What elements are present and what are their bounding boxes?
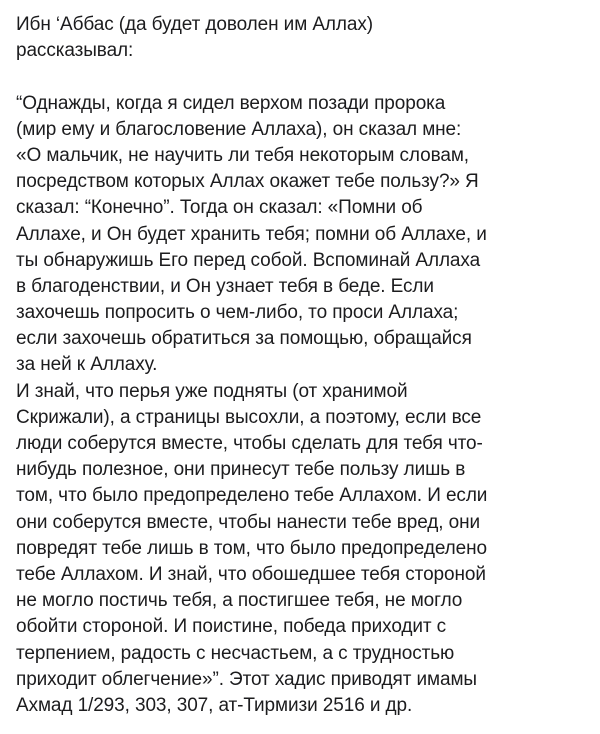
body-line-9: захочешь попросить о чем-либо, то проси Аллаха; [16,302,459,324]
body-line-6: Аллахе, и Он будет хранить тебя; помни об Аллахе, и [16,223,487,245]
body-line-22: терпением, радость с несчастьем, а с трудностью [16,642,455,664]
body-line-23: приходит облегчение»”. Этот хадис приводят имамы [16,668,477,690]
body-line-18: повредят тебе лишь в том, что было предопределено [16,537,487,559]
body-line-19: тебе Аллахом. И знай, что обошедшее тебя стороной [16,563,486,585]
body-line-11: за ней к Аллаху. [16,354,158,376]
body-line-21: обойти стороной. И поистине, победа приходит с [16,616,447,638]
intro-line-1: Ибн ‘Аббас (да будет доволен им Аллах) [16,14,373,35]
body-line-2: (мир ему и благословение Аллаха), он сказал мне: [16,118,462,140]
body-line-12: И знай, что перья уже подняты (от хранимой [16,380,408,402]
body-line-5: сказал: “Конечно”. Тогда он сказал: «Помни об [16,197,423,219]
body-line-14: люди соберутся вместе, чтобы сделать для тебя что- [16,433,483,454]
body-line-20: не могло постичь тебя, а постигшее тебя, не могло [16,590,463,612]
hadith-text [16,12,596,719]
body-line-24: Ахмад 1/293, 303, 307, ат-Тирмизи 2516 и др. [16,694,413,716]
intro-line-2: рассказывал: [16,40,134,62]
body-line-8: в благоденствии, и Он узнает тебя в беде. Если [16,275,434,297]
body-line-3: «О мальчик, не научить ли тебя некоторым словам, [16,144,469,166]
body-line-7: ты обнаружишь Его перед собой. Вспоминай Аллаха [16,249,481,271]
paragraph-gap [16,64,596,90]
body-line-4: посредством которых Аллах окажет тебе пользу?» Я [16,171,479,193]
body-line-15: нибудь полезное, они принесут тебе пользу лишь в [16,459,466,481]
body-line-13: Скрижали), а страницы высохли, а поэтому, если все [16,406,482,428]
body-line-1: “Однажды, когда я сидел верхом позади пророка [16,92,446,114]
body-line-16: том, что было предопределено тебе Аллахом. И если [16,485,488,507]
body-line-10: если захочешь обратиться за помощью, обращайся [16,328,472,350]
body-line-17: они соберутся вместе, чтобы нанести тебе вред, они [16,511,480,533]
